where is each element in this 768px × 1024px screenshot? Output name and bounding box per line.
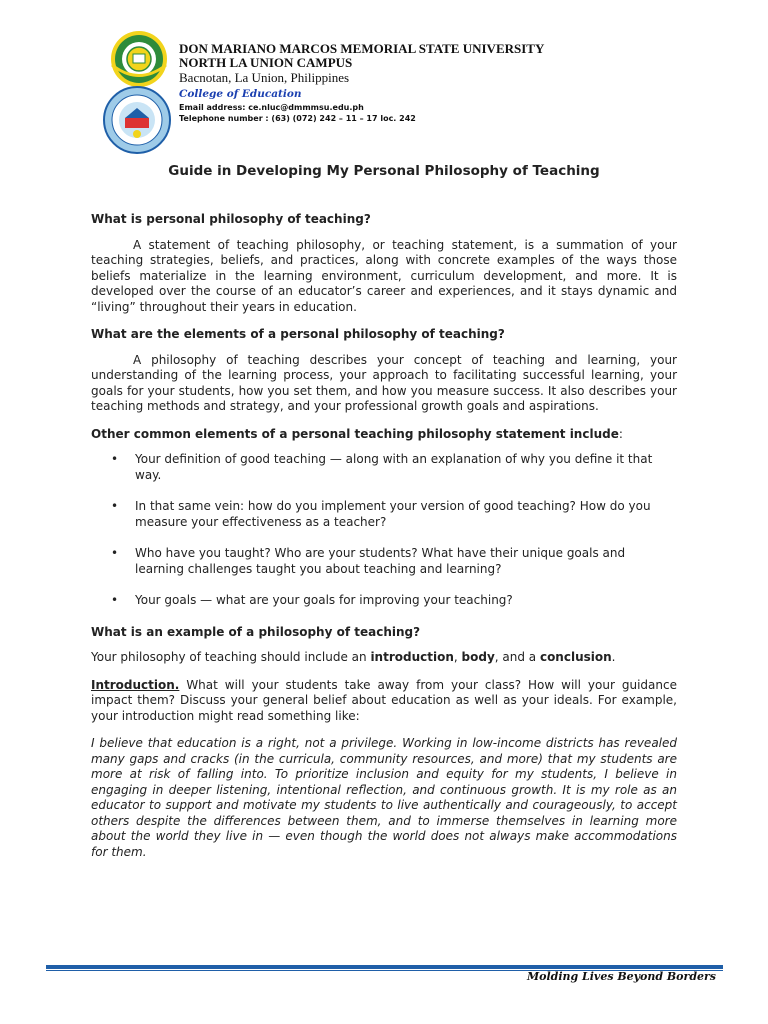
- list-item: [91, 593, 677, 609]
- university-name: DON MARIANO MARCOS MEMORIAL STATE UNIVERSITY: [179, 41, 545, 56]
- elements-list: [91, 452, 677, 609]
- list-item-text: Who have you taught? Who are your students? What have their unique goals and learning challenges taught you about teaching and learning?: [135, 546, 626, 576]
- list-item-text: Your definition of good teaching — along with an explanation of why you define it that way.: [135, 452, 653, 482]
- paragraph: [91, 650, 677, 666]
- campus-address: Bacnotan, La Union, Philippines: [179, 70, 350, 85]
- document-body: [91, 212, 677, 860]
- question-heading: What are the elements of a personal philosophy of teaching?: [91, 327, 505, 341]
- bullet-icon: •: [111, 593, 119, 607]
- list-item: [91, 499, 677, 530]
- bold-term-conclusion: conclusion: [539, 650, 612, 664]
- letterhead: [179, 42, 699, 124]
- campus-name: NORTH LA UNION CAMPUS: [179, 55, 353, 70]
- paragraph: A statement of teaching philosophy, or teaching statement, is a summation of your teaching strategies, beliefs, and practices, along with concrete examples of the ways those beliefs materialize in the learning environment, curriculum development, and more. It is developed over the course of an educator’s career and experiences, and it stays dynamic and “living” throughout their years in education.: [91, 237, 677, 314]
- question-heading: What is an example of a philosophy of teaching?: [91, 624, 421, 639]
- heading-text: Other common elements of a personal teaching philosophy statement include: [91, 426, 619, 441]
- list-item: [91, 546, 677, 577]
- document-title: Guide in Developing My Personal Philosophy of Teaching: [168, 163, 600, 179]
- example-quote: I believe that education is a right, not a privilege. Working in low-income districts has revealed many gaps and cracks (in the curricula, community resources, and more) that my students are more at risk of falling into. To prioritize inclusion and equity for my students, I believe in engaging in deeper listening, intentional reflection, and continuous growth. It is my role as an educator to support and motivate my students to live authentically and courageously, to accept others despite the differences between them, and to immerse themselves in learning more about the world they live in — even though the world does not always make accommodations for them.: [91, 736, 677, 859]
- text-run: Your philosophy of teaching should include an: [91, 650, 371, 664]
- college-name: College of Education: [179, 88, 302, 100]
- list-item-text: Your goals — what are your goals for improving your teaching?: [135, 593, 513, 607]
- email-address: Email address: ce.nluc@dmmmsu.edu.ph: [179, 103, 364, 112]
- question-heading: [91, 427, 677, 443]
- telephone-number: Telephone number : (63) (072) 242 – 11 – 17 loc. 242: [179, 114, 416, 123]
- bullet-icon: •: [111, 452, 119, 466]
- bullet-icon: •: [111, 499, 119, 513]
- heading-colon: :: [618, 426, 623, 441]
- list-item: [91, 452, 677, 483]
- bullet-icon: •: [111, 546, 119, 560]
- list-item-text: In that same vein: how do you implement your version of good teaching? How do you measure your effectiveness as a teacher?: [135, 499, 651, 529]
- question-heading: What is personal philosophy of teaching?: [91, 212, 371, 226]
- introduction-text: What will your students take away from your class? How will your guidance impact them? Discuss your general belief about education as well as your ideals. For example, your introduction might read something like:: [91, 677, 677, 723]
- footer-motto: Molding Lives Beyond Borders: [526, 970, 716, 983]
- text-run: .: [611, 650, 616, 664]
- bold-term-body: body: [461, 650, 495, 664]
- introduction-label: Introduction.: [91, 677, 180, 692]
- paragraph: [91, 678, 677, 725]
- paragraph: A philosophy of teaching describes your concept of teaching and learning, your understanding of the learning process, your approach to facilitating successful learning, your goals for your students, how you set them, and how you measure success. It also describes your teaching methods and strategy, and your professional growth goals and aspirations.: [91, 352, 677, 413]
- text-run: , and a: [494, 650, 540, 664]
- university-seal-icon: [108, 30, 170, 88]
- text-run: ,: [453, 650, 462, 664]
- college-of-education-seal-icon: [103, 86, 171, 154]
- bold-term-introduction: introduction: [370, 650, 454, 664]
